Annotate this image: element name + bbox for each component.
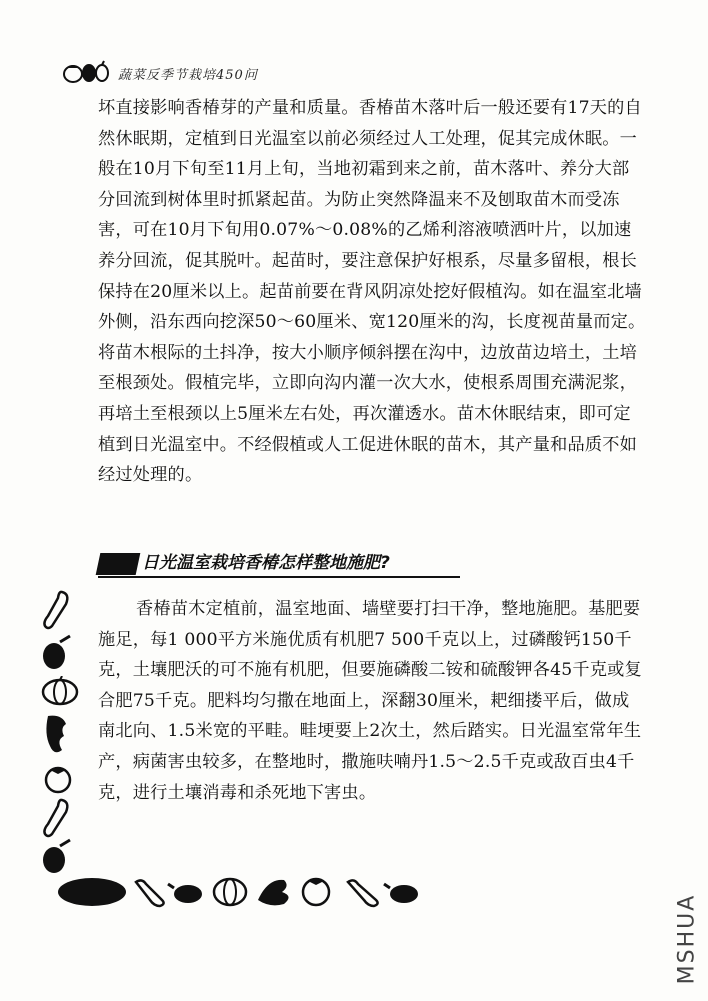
vegetable-logo-icon <box>62 60 110 86</box>
question-title: 日光温室栽培香椿怎样整地施肥? <box>142 553 390 573</box>
black-oval-icon <box>58 878 126 906</box>
body-paragraph-2 <box>98 594 646 808</box>
book-title: 蔬菜反季节栽培450问 <box>118 67 258 83</box>
section-question-heading <box>98 549 460 579</box>
cucumber-icon <box>40 796 76 840</box>
pepper-icon <box>258 880 289 906</box>
eggplant-icon <box>384 884 418 903</box>
cucumber-icon <box>136 880 164 906</box>
tomato-icon <box>303 878 329 905</box>
eggplant-icon <box>168 884 202 903</box>
tomato-icon <box>40 762 76 794</box>
heading-marker <box>96 553 141 575</box>
paragraph-2-text: 香椿苗木定植前，温室地面、墙壁要打扫干净，整地施肥。基肥要施足，每1 000平方米施优质有机肥7 500千克以上，过磷酸钙150千克，土壤肥沃的可不施有机肥，但要施磷酸二铵和硫酸钾各45千克或复合肥75千克。肥料均匀撒在地面上，深翻30厘米，耙细搂平后，做成南北向、1.5米宽的平畦。畦埂要上2次土，然后踏实。日光温室常年生产，病菌害虫较多，在整地时，撒施呋喃丹1.5～2.5千克或敌百虫4千克，进行土壤消毒和杀死地下害虫。 <box>98 599 642 803</box>
heading-underline <box>98 576 460 578</box>
cucumber-icon <box>348 880 378 906</box>
pumpkin-icon <box>214 879 246 905</box>
watermark <box>670 884 704 994</box>
pumpkin-icon <box>40 676 80 706</box>
body-paragraph-1: 坏直接影响香椿芽的产量和质量。香椿苗木落叶后一般还要有17天的自然休眠期，定植到日光温室以前必须经过人工处理，促其完成休眠。一般在10月下旬至11月上旬，当地初霜到来之前，苗木落叶、养分大部分回流到树体里时抓紧起苗。为防止突然降温来不及刨取苗木而受冻害，可在10月下旬用0.07%～0.08%的乙烯利溶液喷洒叶片，以加速养分回流，促其脱叶。起苗时，要注意保护好根系，尽量多留根，根长保持在20厘米以上。起苗前要在背风阴凉处挖好假植沟。如在温室北墙外侧，沿东西向挖深50～60厘米、宽120厘米的沟，长度视苗量而定。将苗木根际的土抖净，按大小顺序倾斜摆在沟中，边放苗边培土，土培至根颈处。假植完毕，立即向沟内灌一次大水，使根系周围充满泥浆，再培土至根颈以上5厘米左右处，再次灌透水。苗木休眠结束，即可定植到日光温室中。不经假植或人工促进休眠的苗木，其产量和品质不如经过处理的。 <box>98 98 646 486</box>
watermark-text: MSHUA <box>674 893 700 985</box>
eggplant-icon <box>40 632 76 672</box>
cucumber-icon <box>40 588 76 632</box>
page-header <box>62 58 258 88</box>
footer-vegetable-strip <box>58 870 478 910</box>
pepper-icon <box>40 710 76 760</box>
